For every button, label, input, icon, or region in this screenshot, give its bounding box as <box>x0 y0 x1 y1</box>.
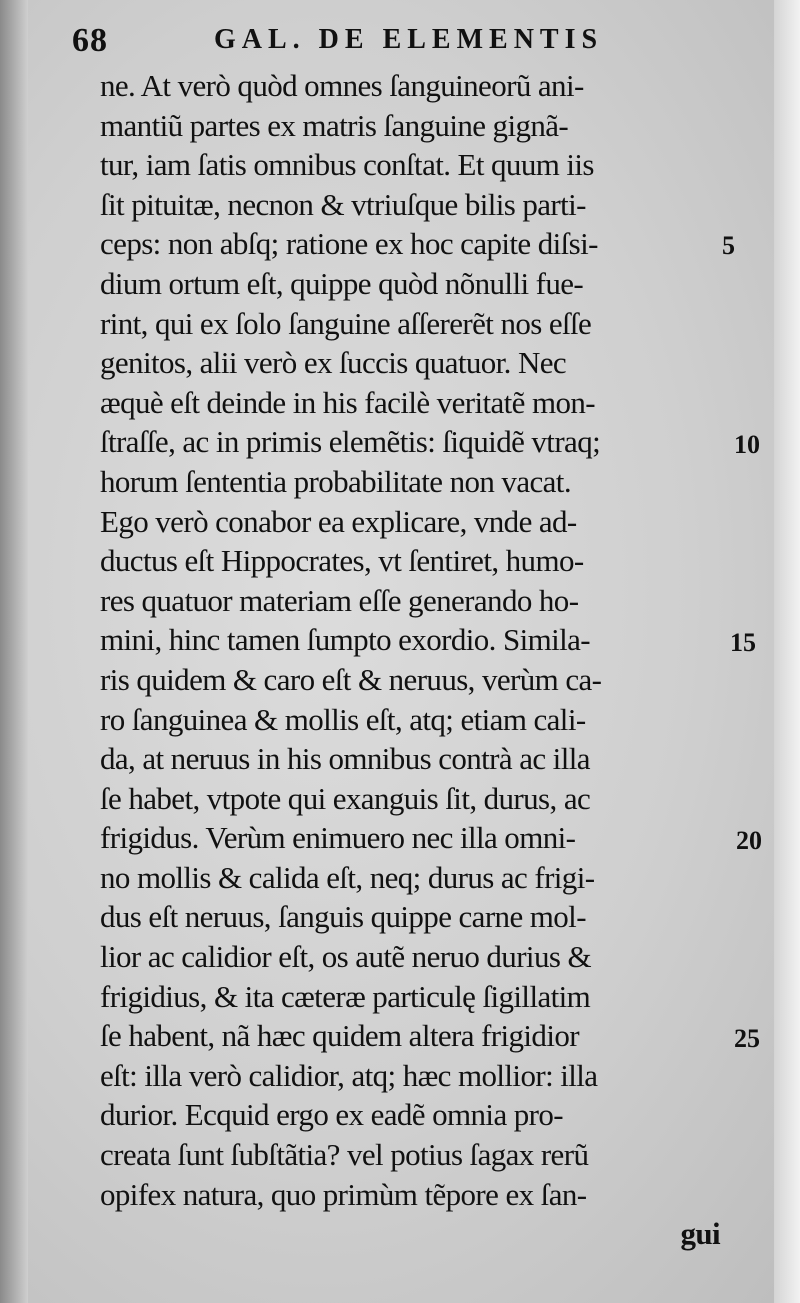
text-line: horum ſententia probabilitate non vacat. <box>100 463 571 499</box>
text-line: mini, hinc tamen ſumpto exordio. Simila- <box>100 622 591 658</box>
line-number: 10 <box>734 430 760 459</box>
text-line: ſtraſſe, ac in primis elemẽtis: ſiquidẽ vtraq; <box>100 424 601 460</box>
text-line: lior ac calidior eſt, os autẽ neruo durius & <box>100 939 591 975</box>
text-line: rint, qui ex ſolo ſanguine aſſererẽt nos eſſe <box>100 305 592 341</box>
text-line: res quatuor materiam eſſe generando ho- <box>100 582 579 618</box>
text-line: da, at neruus in his omnibus contrà ac illa <box>100 741 590 777</box>
text-line: ſit pituitæ, necnon & vtriuſque bilis parti- <box>100 186 586 222</box>
text-line: tur, iam ſatis omnibus conſtat. Et quum iis <box>100 147 594 183</box>
line-number: 15 <box>730 628 756 657</box>
catchword: gui <box>680 1216 720 1252</box>
line-number: 20 <box>736 826 762 855</box>
text-line: eſt: illa verò calidior, atq; hæc mollior: illa <box>100 1057 598 1093</box>
text-line: genitos, alii verò ex ſuccis quatuor. Nec <box>100 345 567 381</box>
text-line: ductus eſt Hippocrates, vt ſentiret, humo- <box>100 543 584 579</box>
line-number: 25 <box>734 1024 760 1053</box>
text-line: opifex natura, quo primùm tẽpore ex ſan- <box>100 1176 587 1212</box>
text-line: Ego verò conabor ea explicare, vnde ad- <box>100 503 577 539</box>
text-line: ris quidem & caro eſt & neruus, verùm ca- <box>100 661 602 697</box>
running-title: GAL. DE ELEMENTIS <box>214 24 604 55</box>
text-line: frigidius, & ita cæteræ particulę ſigillatim <box>100 978 591 1014</box>
text-line: ſe habet, vtpote qui exanguis ſit, durus, ac <box>100 780 591 816</box>
text-line: ſe habent, nã hæc quidem altera frigidior <box>100 1018 579 1054</box>
text-line: dus eſt neruus, ſanguis quippe carne mol- <box>100 899 586 935</box>
line-number: 5 <box>722 231 735 260</box>
text-line: dium ortum eſt, quippe quòd nõnulli fue- <box>100 265 584 301</box>
text-line: frigidus. Verùm enimuero nec illa omni- <box>100 820 576 856</box>
text-line: ne. At verò quòd omnes ſanguineorũ ani- <box>100 68 584 103</box>
body-text <box>100 66 730 1254</box>
gutter-shadow <box>0 0 28 1303</box>
text-line: creata ſunt ſubſtãtia? vel potius ſagax rerũ <box>100 1137 589 1173</box>
text-line: ceps: non abſq; ratione ex hoc capite diſsi- <box>100 226 598 262</box>
text-line: durior. Ecquid ergo ex eadẽ omnia pro- <box>100 1097 563 1133</box>
line-number-margin <box>714 0 784 1303</box>
text-line: no mollis & calida eſt, neq; durus ac frigi- <box>100 859 595 895</box>
text-line: ro ſanguinea & mollis eſt, atq; etiam cali- <box>100 701 586 737</box>
text-line: æquè eſt deinde in his facilè veritatẽ mon- <box>100 384 595 420</box>
running-head <box>72 22 632 58</box>
page-number: 68 <box>72 22 108 59</box>
text-line: mantiũ partes ex matris ſanguine gignã- <box>100 107 569 143</box>
